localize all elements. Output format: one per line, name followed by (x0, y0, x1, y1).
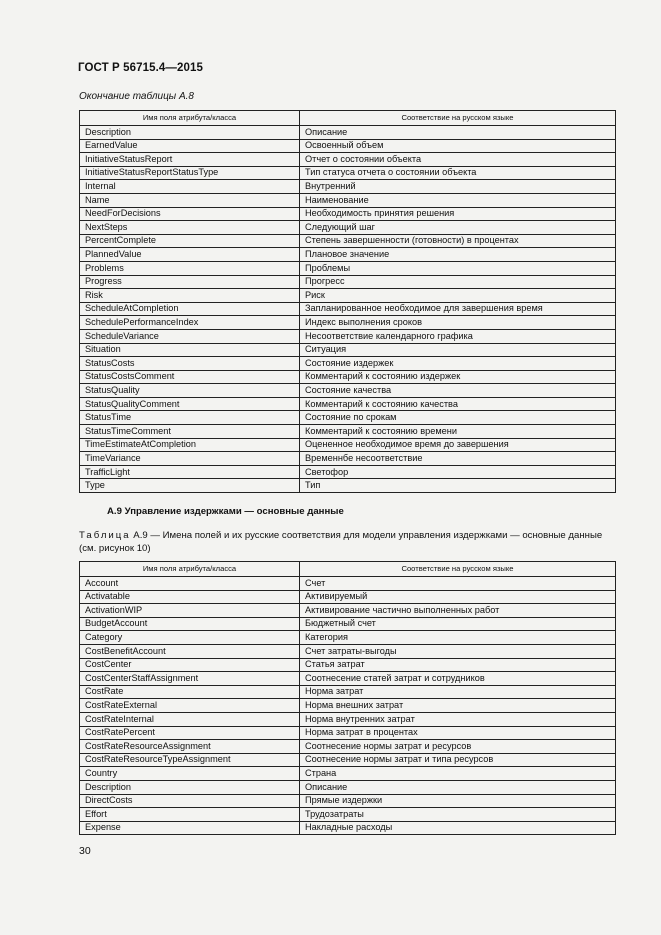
russian-equivalent-cell: Статья затрат (300, 658, 616, 672)
russian-equivalent-cell: Несоответствие календарного графика (300, 329, 616, 343)
table-row (80, 479, 616, 493)
attribute-name-cell: Type (80, 479, 300, 493)
table-header-row (80, 562, 616, 577)
russian-equivalent-cell: Прогресс (300, 275, 616, 289)
table-row (80, 207, 616, 221)
russian-equivalent-cell: Проблемы (300, 261, 616, 275)
attribute-name-cell: CostRateExternal (80, 699, 300, 713)
russian-equivalent-cell: Счет затраты-выгоды (300, 644, 616, 658)
table-row (80, 672, 616, 686)
table-row (80, 221, 616, 235)
table-row (80, 753, 616, 767)
russian-equivalent-cell: Следующий шаг (300, 221, 616, 235)
attribute-name-cell: Risk (80, 289, 300, 303)
attribute-name-cell: CostRatePercent (80, 726, 300, 740)
table-row (80, 712, 616, 726)
attribute-name-cell: ScheduleAtCompletion (80, 302, 300, 316)
table-row (80, 153, 616, 167)
russian-equivalent-cell: Описание (300, 780, 616, 794)
attribute-name-cell: StatusQuality (80, 384, 300, 398)
russian-equivalent-cell: Активируемый (300, 590, 616, 604)
attribute-name-cell: Account (80, 577, 300, 591)
table-row (80, 617, 616, 631)
attribute-name-cell: CostRateResourceTypeAssignment (80, 753, 300, 767)
attribute-name-cell: StatusCostsComment (80, 370, 300, 384)
russian-equivalent-cell: Состояние по срокам (300, 411, 616, 425)
attribute-name-cell: Activatable (80, 590, 300, 604)
attribute-name-cell: TrafficLight (80, 465, 300, 479)
russian-equivalent-cell: Необходимость принятия решения (300, 207, 616, 221)
attribute-name-cell: InitiativeStatusReport (80, 153, 300, 167)
russian-equivalent-cell: Временнбе несоответствие (300, 452, 616, 466)
russian-equivalent-cell: Светофор (300, 465, 616, 479)
russian-equivalent-cell: Накладные расходы (300, 821, 616, 835)
russian-equivalent-cell: Освоенный объем (300, 139, 616, 153)
russian-equivalent-cell: Категория (300, 631, 616, 645)
page-number: 30 (79, 845, 91, 857)
attribute-name-cell: NextSteps (80, 221, 300, 235)
attribute-name-cell: CostRateInternal (80, 712, 300, 726)
attribute-name-cell: CostCenterStaffAssignment (80, 672, 300, 686)
attribute-name-cell: TimeEstimateAtCompletion (80, 438, 300, 452)
russian-equivalent-cell: Степень завершенности (готовности) в процентах (300, 234, 616, 248)
table-row (80, 658, 616, 672)
russian-equivalent-cell: Счет (300, 577, 616, 591)
russian-equivalent-cell: Индекс выполнения сроков (300, 316, 616, 330)
table-row (80, 302, 616, 316)
russian-equivalent-cell: Тип (300, 479, 616, 493)
table-row (80, 397, 616, 411)
russian-equivalent-cell: Комментарий к состоянию издержек (300, 370, 616, 384)
table-row (80, 316, 616, 330)
russian-equivalent-cell: Ситуация (300, 343, 616, 357)
attribute-name-cell: TimeVariance (80, 452, 300, 466)
attribute-name-cell: CostCenter (80, 658, 300, 672)
table-row (80, 794, 616, 808)
table-row (80, 275, 616, 289)
table-row (80, 289, 616, 303)
table-row (80, 193, 616, 207)
table-row (80, 248, 616, 262)
table-continuation-caption: Окончание таблицы А.8 (79, 91, 194, 102)
table-row (80, 261, 616, 275)
russian-equivalent-cell: Соотнесение нормы затрат и ресурсов (300, 740, 616, 754)
attribute-name-cell: Country (80, 767, 300, 781)
table-row (80, 699, 616, 713)
russian-equivalent-cell: Соотнесение нормы затрат и типа ресурсов (300, 753, 616, 767)
table-row (80, 180, 616, 194)
russian-equivalent-cell: Наименование (300, 193, 616, 207)
table-row (80, 384, 616, 398)
table-caption-label: Таблица (79, 530, 131, 541)
table-row (80, 465, 616, 479)
attribute-name-cell: BudgetAccount (80, 617, 300, 631)
attribute-name-cell: StatusQualityComment (80, 397, 300, 411)
attribute-name-cell: EarnedValue (80, 139, 300, 153)
russian-equivalent-cell: Соотнесение статей затрат и сотрудников (300, 672, 616, 686)
russian-equivalent-cell: Оцененное необходимое время до завершения (300, 438, 616, 452)
attribute-name-cell: CostRate (80, 685, 300, 699)
table-row (80, 644, 616, 658)
table-row (80, 329, 616, 343)
attribute-name-cell: NeedForDecisions (80, 207, 300, 221)
russian-equivalent-cell: Состояние качества (300, 384, 616, 398)
russian-equivalent-cell: Норма затрат в процентах (300, 726, 616, 740)
section-title: А.9 Управление издержками — основные данные (107, 506, 344, 517)
russian-equivalent-cell: Норма затрат (300, 685, 616, 699)
attribute-name-cell: Problems (80, 261, 300, 275)
russian-equivalent-cell: Внутренний (300, 180, 616, 194)
attribute-name-cell: Internal (80, 180, 300, 194)
attribute-name-cell: DirectCosts (80, 794, 300, 808)
attribute-name-cell: SchedulePerformanceIndex (80, 316, 300, 330)
table-row (80, 685, 616, 699)
standard-header: ГОСТ Р 56715.4—2015 (78, 62, 203, 74)
russian-equivalent-cell: Трудозатраты (300, 808, 616, 822)
russian-equivalent-cell: Активирование частично выполненных работ (300, 604, 616, 618)
russian-equivalent-cell: Страна (300, 767, 616, 781)
attribute-name-cell: StatusCosts (80, 357, 300, 371)
attribute-table-a9 (79, 561, 616, 835)
table-caption (79, 529, 615, 555)
russian-equivalent-cell: Запланированное необходимое для завершения время (300, 302, 616, 316)
attribute-name-cell: CostRateResourceAssignment (80, 740, 300, 754)
table-row (80, 425, 616, 439)
attribute-name-cell: CostBenefitAccount (80, 644, 300, 658)
attribute-name-cell: PercentComplete (80, 234, 300, 248)
russian-equivalent-cell: Бюджетный счет (300, 617, 616, 631)
attribute-name-cell: Expense (80, 821, 300, 835)
table-row (80, 452, 616, 466)
attribute-name-cell: Progress (80, 275, 300, 289)
attribute-name-cell: Situation (80, 343, 300, 357)
russian-equivalent-cell: Норма внутренних затрат (300, 712, 616, 726)
table-row (80, 411, 616, 425)
attribute-name-cell: StatusTime (80, 411, 300, 425)
russian-equivalent-cell: Плановое значение (300, 248, 616, 262)
russian-equivalent-cell: Прямые издержки (300, 794, 616, 808)
attribute-name-cell: Effort (80, 808, 300, 822)
russian-equivalent-cell: Тип статуса отчета о состоянии объекта (300, 166, 616, 180)
table-row (80, 726, 616, 740)
attribute-name-cell: StatusTimeComment (80, 425, 300, 439)
column-header-attribute: Имя поля атрибута/класса (80, 111, 300, 126)
table-row (80, 577, 616, 591)
table-row (80, 357, 616, 371)
table-row (80, 808, 616, 822)
russian-equivalent-cell: Описание (300, 126, 616, 140)
table-row (80, 604, 616, 618)
table-row (80, 166, 616, 180)
russian-equivalent-cell: Риск (300, 289, 616, 303)
table-row (80, 126, 616, 140)
table-header-row (80, 111, 616, 126)
table-row (80, 234, 616, 248)
russian-equivalent-cell: Норма внешних затрат (300, 699, 616, 713)
table-row (80, 438, 616, 452)
attribute-name-cell: PlannedValue (80, 248, 300, 262)
attribute-name-cell: Description (80, 780, 300, 794)
attribute-name-cell: ActivationWIP (80, 604, 300, 618)
table-row (80, 740, 616, 754)
table-row (80, 370, 616, 384)
attribute-name-cell: Name (80, 193, 300, 207)
attribute-table-a8 (79, 110, 616, 493)
column-header-russian: Соответствие на русском языке (300, 562, 616, 577)
table-row (80, 767, 616, 781)
russian-equivalent-cell: Отчет о состоянии объекта (300, 153, 616, 167)
russian-equivalent-cell: Комментарий к состоянию качества (300, 397, 616, 411)
column-header-attribute: Имя поля атрибута/класса (80, 562, 300, 577)
attribute-name-cell: Category (80, 631, 300, 645)
table-row (80, 343, 616, 357)
table-row (80, 821, 616, 835)
table-row (80, 139, 616, 153)
table-caption-text: А.9 — Имена полей и их русские соответствия для модели управления издержками — основные данные (см. рисунок 10) (79, 530, 603, 554)
table-row (80, 631, 616, 645)
table-row (80, 780, 616, 794)
attribute-name-cell: InitiativeStatusReportStatusType (80, 166, 300, 180)
table-row (80, 590, 616, 604)
attribute-name-cell: ScheduleVariance (80, 329, 300, 343)
column-header-russian: Соответствие на русском языке (300, 111, 616, 126)
attribute-name-cell: Description (80, 126, 300, 140)
russian-equivalent-cell: Комментарий к состоянию времени (300, 425, 616, 439)
russian-equivalent-cell: Состояние издержек (300, 357, 616, 371)
